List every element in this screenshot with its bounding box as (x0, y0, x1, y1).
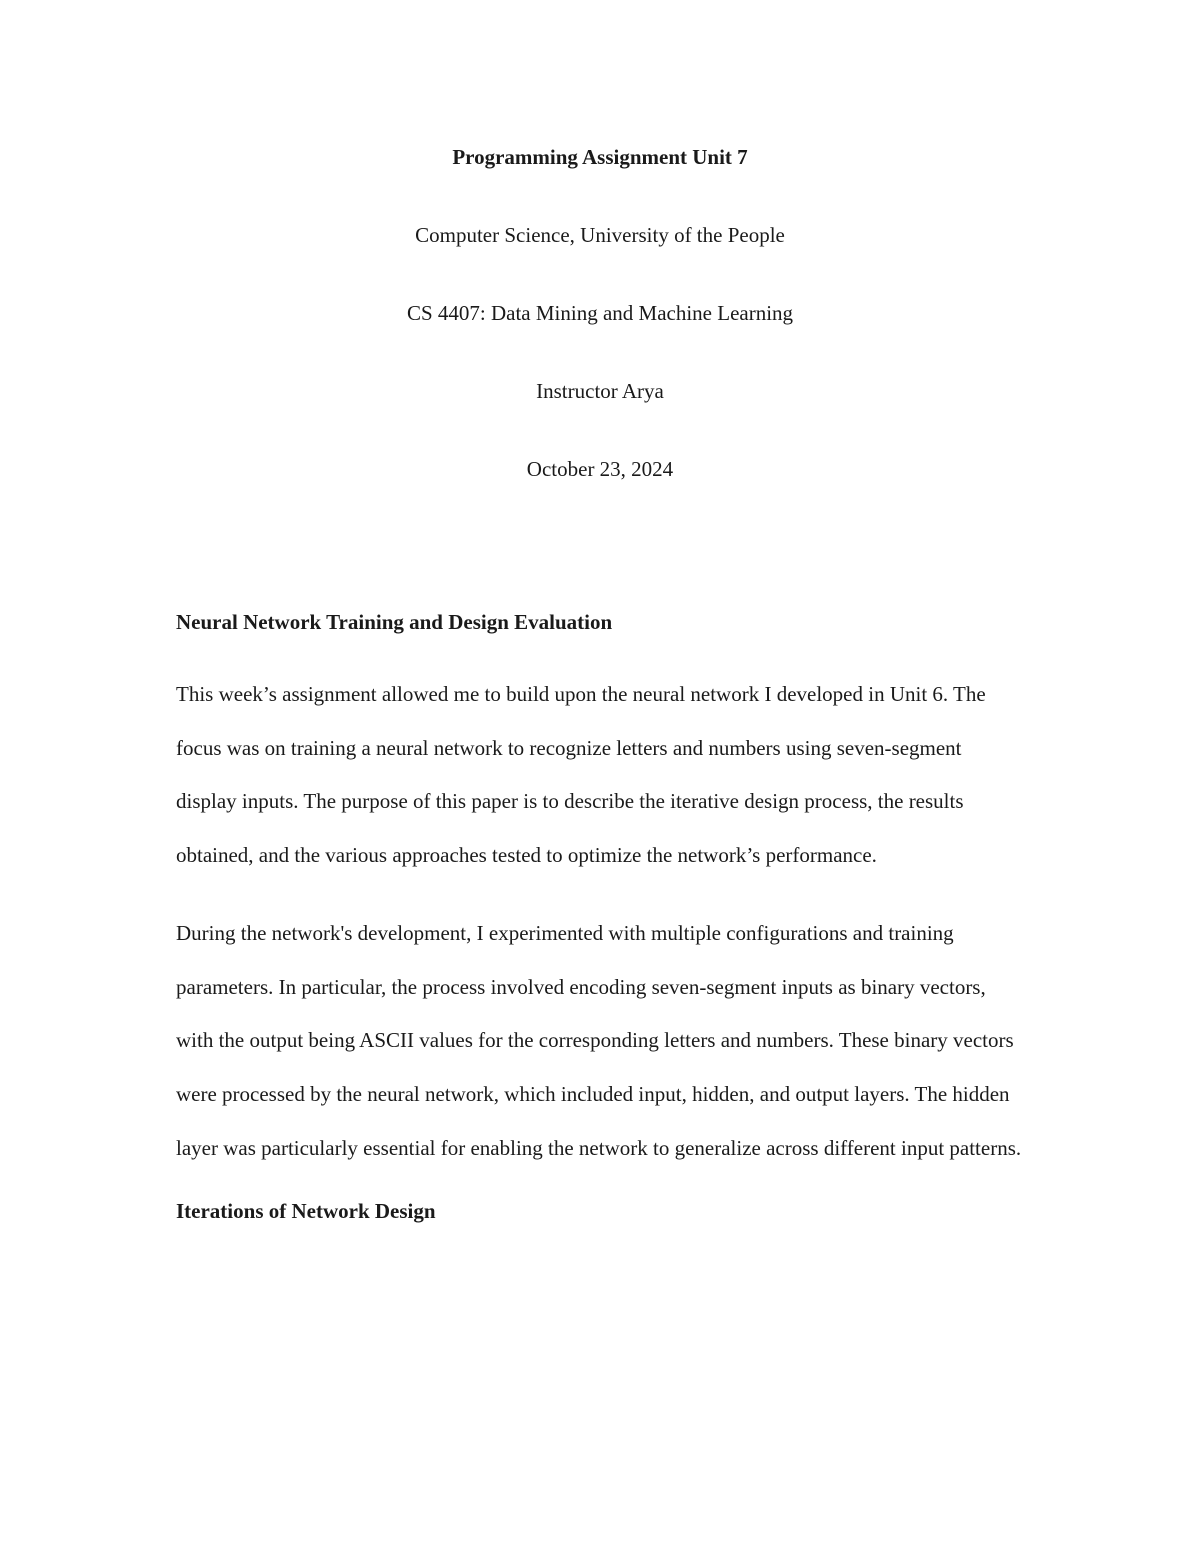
section-heading-evaluation: Neural Network Training and Design Evaluation (176, 610, 613, 634)
date-line: October 23, 2024 (526, 457, 674, 481)
document-body (176, 604, 1026, 1229)
instructor-line: Instructor Arya (536, 379, 664, 403)
title-page-block (0, 140, 1200, 530)
document-title: Programming Assignment Unit 7 (452, 145, 748, 169)
course-line: CS 4407: Data Mining and Machine Learning (406, 301, 794, 325)
section-heading-iterations: Iterations of Network Design (176, 1199, 436, 1224)
body-paragraph: This week’s assignment allowed me to build upon the neural network I developed in Unit 6. The focus was on training a neural network to recognize letters and numbers using seven-segment display inputs. The purpose of this paper is to describe the iterative design process, the results obtained, and the various approaches tested to optimize the network’s performance. (176, 682, 986, 868)
body-paragraph: During the network's development, I experimented with multiple configurations and training parameters. In particular, the process involved encoding seven-segment inputs as binary vectors, with the output being ASCII values for the corresponding letters and numbers. These binary vectors were processed by the neural network, which included input, hidden, and output layers. The hidden layer was particularly essential for enabling the network to generalize across different input patterns. (176, 920, 1022, 1160)
department-line: Computer Science, University of the People (415, 223, 785, 247)
